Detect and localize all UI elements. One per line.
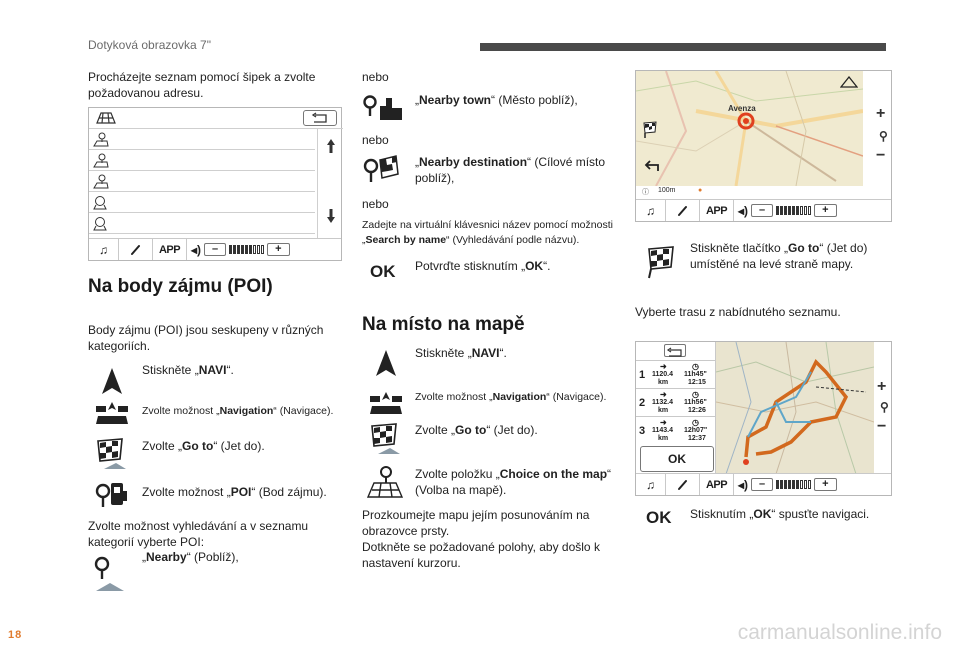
- pin-icon: [93, 195, 107, 215]
- volume-bar: [780, 206, 783, 215]
- poi-heading: Na body zájmu (POI): [88, 276, 273, 297]
- arrow-icon: ➜: [660, 362, 667, 371]
- route-arrival: 12:37: [688, 435, 706, 442]
- volume-bar: [257, 245, 260, 254]
- volume-plus[interactable]: +: [267, 243, 289, 256]
- volume-bar: [245, 245, 248, 254]
- ok-icon: OK: [646, 508, 672, 527]
- volume-level: [776, 480, 811, 489]
- step-navi: Stiskněte „NAVI“.: [142, 363, 234, 377]
- step-navigation-2: Zvolte možnost „Navigation“ (Navigace).: [415, 391, 607, 403]
- route-duration: 11h56": [684, 399, 707, 406]
- volume-bar: [776, 206, 779, 215]
- choice-on-map-icon: [366, 465, 404, 499]
- volume-control[interactable]: [187, 239, 341, 260]
- list-item[interactable]: [89, 171, 315, 192]
- music-icon[interactable]: ♫: [89, 239, 119, 260]
- route-distance: 1132.4: [652, 399, 674, 406]
- volume-bar: [808, 206, 811, 215]
- choose-route-text: Vyberte trasu z nabídnutého seznamu.: [635, 305, 841, 319]
- speaker-icon: ◂): [738, 203, 749, 218]
- volume-bar: [800, 480, 803, 489]
- route-duration: 12h07": [684, 427, 708, 434]
- volume-bar: [788, 480, 791, 489]
- confirm-text: Potvrďte stisknutím „OK“.: [415, 259, 551, 273]
- arrow-icon: ➜: [660, 390, 667, 399]
- go-to-button-text: Stiskněte tlačítko „Go to“ (Jet do) umístěné na levé straně mapy.: [690, 241, 868, 271]
- arrow-icon: ➜: [660, 418, 667, 427]
- control-bar: [636, 473, 891, 495]
- navigation-icon: [94, 400, 130, 426]
- route-number: 1: [639, 369, 646, 381]
- navi-icon: [370, 348, 402, 380]
- watermark: carmanualsonline.info: [737, 621, 942, 644]
- header-bar: [480, 43, 886, 51]
- phone-icon[interactable]: [119, 239, 153, 260]
- apps-button[interactable]: APP: [153, 239, 187, 260]
- zoom-out-button[interactable]: −: [877, 418, 887, 435]
- clock-icon: ◷: [692, 362, 699, 371]
- route-arrival: 12:26: [688, 407, 706, 414]
- go-to-icon: [94, 437, 128, 471]
- route-arrival: 12:15: [688, 379, 706, 386]
- volume-bar: [804, 480, 807, 489]
- poi-marker-icon: ●: [698, 187, 703, 194]
- clock-icon: ◷: [692, 390, 699, 399]
- volume-bar: [792, 480, 795, 489]
- back-button[interactable]: [664, 344, 686, 357]
- route-option[interactable]: [636, 388, 716, 416]
- list-item[interactable]: [89, 213, 315, 234]
- ok-icon: OK: [370, 262, 396, 281]
- route-map[interactable]: [716, 342, 874, 474]
- volume-bar: [788, 206, 791, 215]
- step-poi: Zvolte možnost „POI“ (Bod zájmu).: [142, 485, 327, 499]
- poi-body: Body zájmu (POI) jsou seskupeny v různých kategoriích.: [88, 323, 324, 353]
- route-option[interactable]: [636, 360, 716, 388]
- go-to-flag-icon: [645, 245, 679, 279]
- volume-bar: [804, 206, 807, 215]
- list-screen: [88, 107, 342, 261]
- clock-icon: ◷: [692, 418, 699, 427]
- volume-bar: [229, 245, 232, 254]
- nearby-destination-option: „Nearby destination“ (Cílové místo poblíž),: [415, 155, 606, 185]
- control-bar: [636, 199, 891, 221]
- map-screen: [635, 70, 892, 222]
- search-intro: Zvolte možnost vyhledávání a v seznamu kategorií vyberte POI:: [88, 519, 309, 549]
- zoom-in-button[interactable]: +: [877, 378, 887, 395]
- apps-button[interactable]: APP: [700, 474, 734, 495]
- navigation-icon: [368, 390, 404, 416]
- volume-control[interactable]: [734, 200, 891, 221]
- volume-minus[interactable]: –: [204, 243, 226, 256]
- volume-bar: [796, 206, 799, 215]
- scale-label: 100m: [658, 187, 676, 194]
- poi-icon: [94, 481, 128, 511]
- map-heading: Na místo na mapě: [362, 314, 525, 335]
- route-distance: 1143.4: [652, 427, 674, 434]
- virtual-keyboard-text: Zadejte na virtuální klávesnici název pomocí možnosti „Search by name“ (Vyhledávání podle názvu).: [362, 219, 613, 246]
- volume-bar: [233, 245, 236, 254]
- map-view[interactable]: [636, 71, 863, 186]
- map-pin-icon: [93, 132, 109, 152]
- route-unit: km: [658, 407, 669, 414]
- location-pin-icon[interactable]: ⚲: [880, 400, 889, 414]
- list-item[interactable]: [89, 192, 315, 213]
- flag-icon[interactable]: [642, 121, 660, 144]
- step-go-to-2: Zvolte „Go to“ (Jet do).: [415, 423, 538, 437]
- list-item[interactable]: [89, 129, 315, 150]
- volume-control[interactable]: [734, 474, 891, 495]
- route-screen: [635, 341, 892, 496]
- navi-icon: [96, 366, 128, 398]
- volume-minus[interactable]: –: [751, 204, 773, 217]
- map-outro: Prozkoumejte mapu jejím posunováním na obrazovce prsty. Dotkněte se požadované polohy, aby došlo k nastavení kurzoru.: [362, 508, 600, 570]
- phone-icon[interactable]: [666, 200, 700, 221]
- volume-bar: [800, 206, 803, 215]
- list-item[interactable]: [89, 150, 315, 171]
- volume-bar: [253, 245, 256, 254]
- volume-level: [229, 245, 264, 254]
- route-distance: 1120.4: [652, 371, 674, 378]
- nearby-option: „Nearby“ (Poblíž),: [142, 550, 239, 564]
- music-icon[interactable]: ♫: [636, 474, 666, 495]
- volume-bar: [780, 480, 783, 489]
- volume-plus[interactable]: +: [814, 204, 836, 217]
- ok-button[interactable]: OK: [640, 446, 714, 472]
- phone-icon[interactable]: [666, 474, 700, 495]
- step-navi-2: Stiskněte „NAVI“.: [415, 346, 507, 360]
- nearby-icon: [92, 555, 126, 593]
- back-button[interactable]: [303, 110, 337, 126]
- or-3: nebo: [362, 197, 389, 211]
- pin-icon: [93, 216, 107, 236]
- step-go-to: Zvolte „Go to“ (Jet do).: [142, 439, 265, 453]
- start-navigation-text: Stisknutím „OK“ spusťte navigaci.: [690, 507, 870, 521]
- volume-bar: [792, 206, 795, 215]
- nearby-destination-icon: [362, 154, 404, 188]
- location-pin-icon[interactable]: ⚲: [879, 129, 888, 143]
- route-option[interactable]: [636, 416, 716, 444]
- volume-bar: [241, 245, 244, 254]
- volume-bar: [249, 245, 252, 254]
- apps-button[interactable]: APP: [700, 200, 734, 221]
- music-icon[interactable]: ♫: [636, 200, 666, 221]
- volume-bar: [796, 480, 799, 489]
- volume-level: [776, 206, 811, 215]
- scroll-down-arrow[interactable]: [325, 208, 337, 224]
- map-pin-icon: [93, 174, 109, 194]
- route-unit: km: [658, 435, 669, 442]
- volume-bar: [784, 206, 787, 215]
- return-icon[interactable]: [644, 159, 660, 177]
- control-bar: [89, 238, 341, 260]
- step-choice-on-map: Zvolte položku „Choice on the map“ (Volba na mapě).: [415, 467, 612, 497]
- route-number: 3: [639, 425, 646, 437]
- route-list: [636, 342, 716, 474]
- map-icon[interactable]: [95, 111, 117, 130]
- nearby-town-icon: [362, 94, 406, 122]
- volume-bar: [784, 480, 787, 489]
- route-unit: km: [658, 379, 669, 386]
- route-duration: 11h45": [684, 371, 707, 378]
- zoom-in-button[interactable]: +: [876, 105, 886, 122]
- nearby-town-option: „Nearby town“ (Město poblíž),: [415, 93, 578, 107]
- map-city-label: Avenza: [728, 104, 756, 113]
- volume-bar: [808, 480, 811, 489]
- route-number: 2: [639, 397, 646, 409]
- speaker-icon: ◂): [738, 477, 749, 492]
- step-navigation: Zvolte možnost „Navigation“ (Navigace).: [142, 405, 334, 417]
- volume-minus[interactable]: –: [751, 478, 773, 491]
- or-2: nebo: [362, 133, 389, 147]
- volume-bar: [237, 245, 240, 254]
- or-1: nebo: [362, 70, 389, 84]
- section-title: Dotyková obrazovka 7": [88, 38, 211, 52]
- go-to-icon: [368, 422, 402, 456]
- volume-bar: [776, 480, 779, 489]
- intro-text: Procházejte seznam pomocí šipek a zvolte požadovanou adresu.: [88, 70, 316, 100]
- zoom-out-button[interactable]: −: [876, 147, 886, 164]
- info-icon[interactable]: ⓘ: [642, 189, 649, 196]
- volume-bar: [261, 245, 264, 254]
- scroll-up-arrow[interactable]: [325, 138, 337, 154]
- list-header: [89, 108, 343, 129]
- speaker-icon: ◂): [191, 242, 202, 257]
- page-number: 18: [8, 629, 23, 641]
- volume-plus[interactable]: +: [814, 478, 836, 491]
- map-pin-icon: [93, 153, 109, 173]
- compass-icon[interactable]: [840, 75, 858, 93]
